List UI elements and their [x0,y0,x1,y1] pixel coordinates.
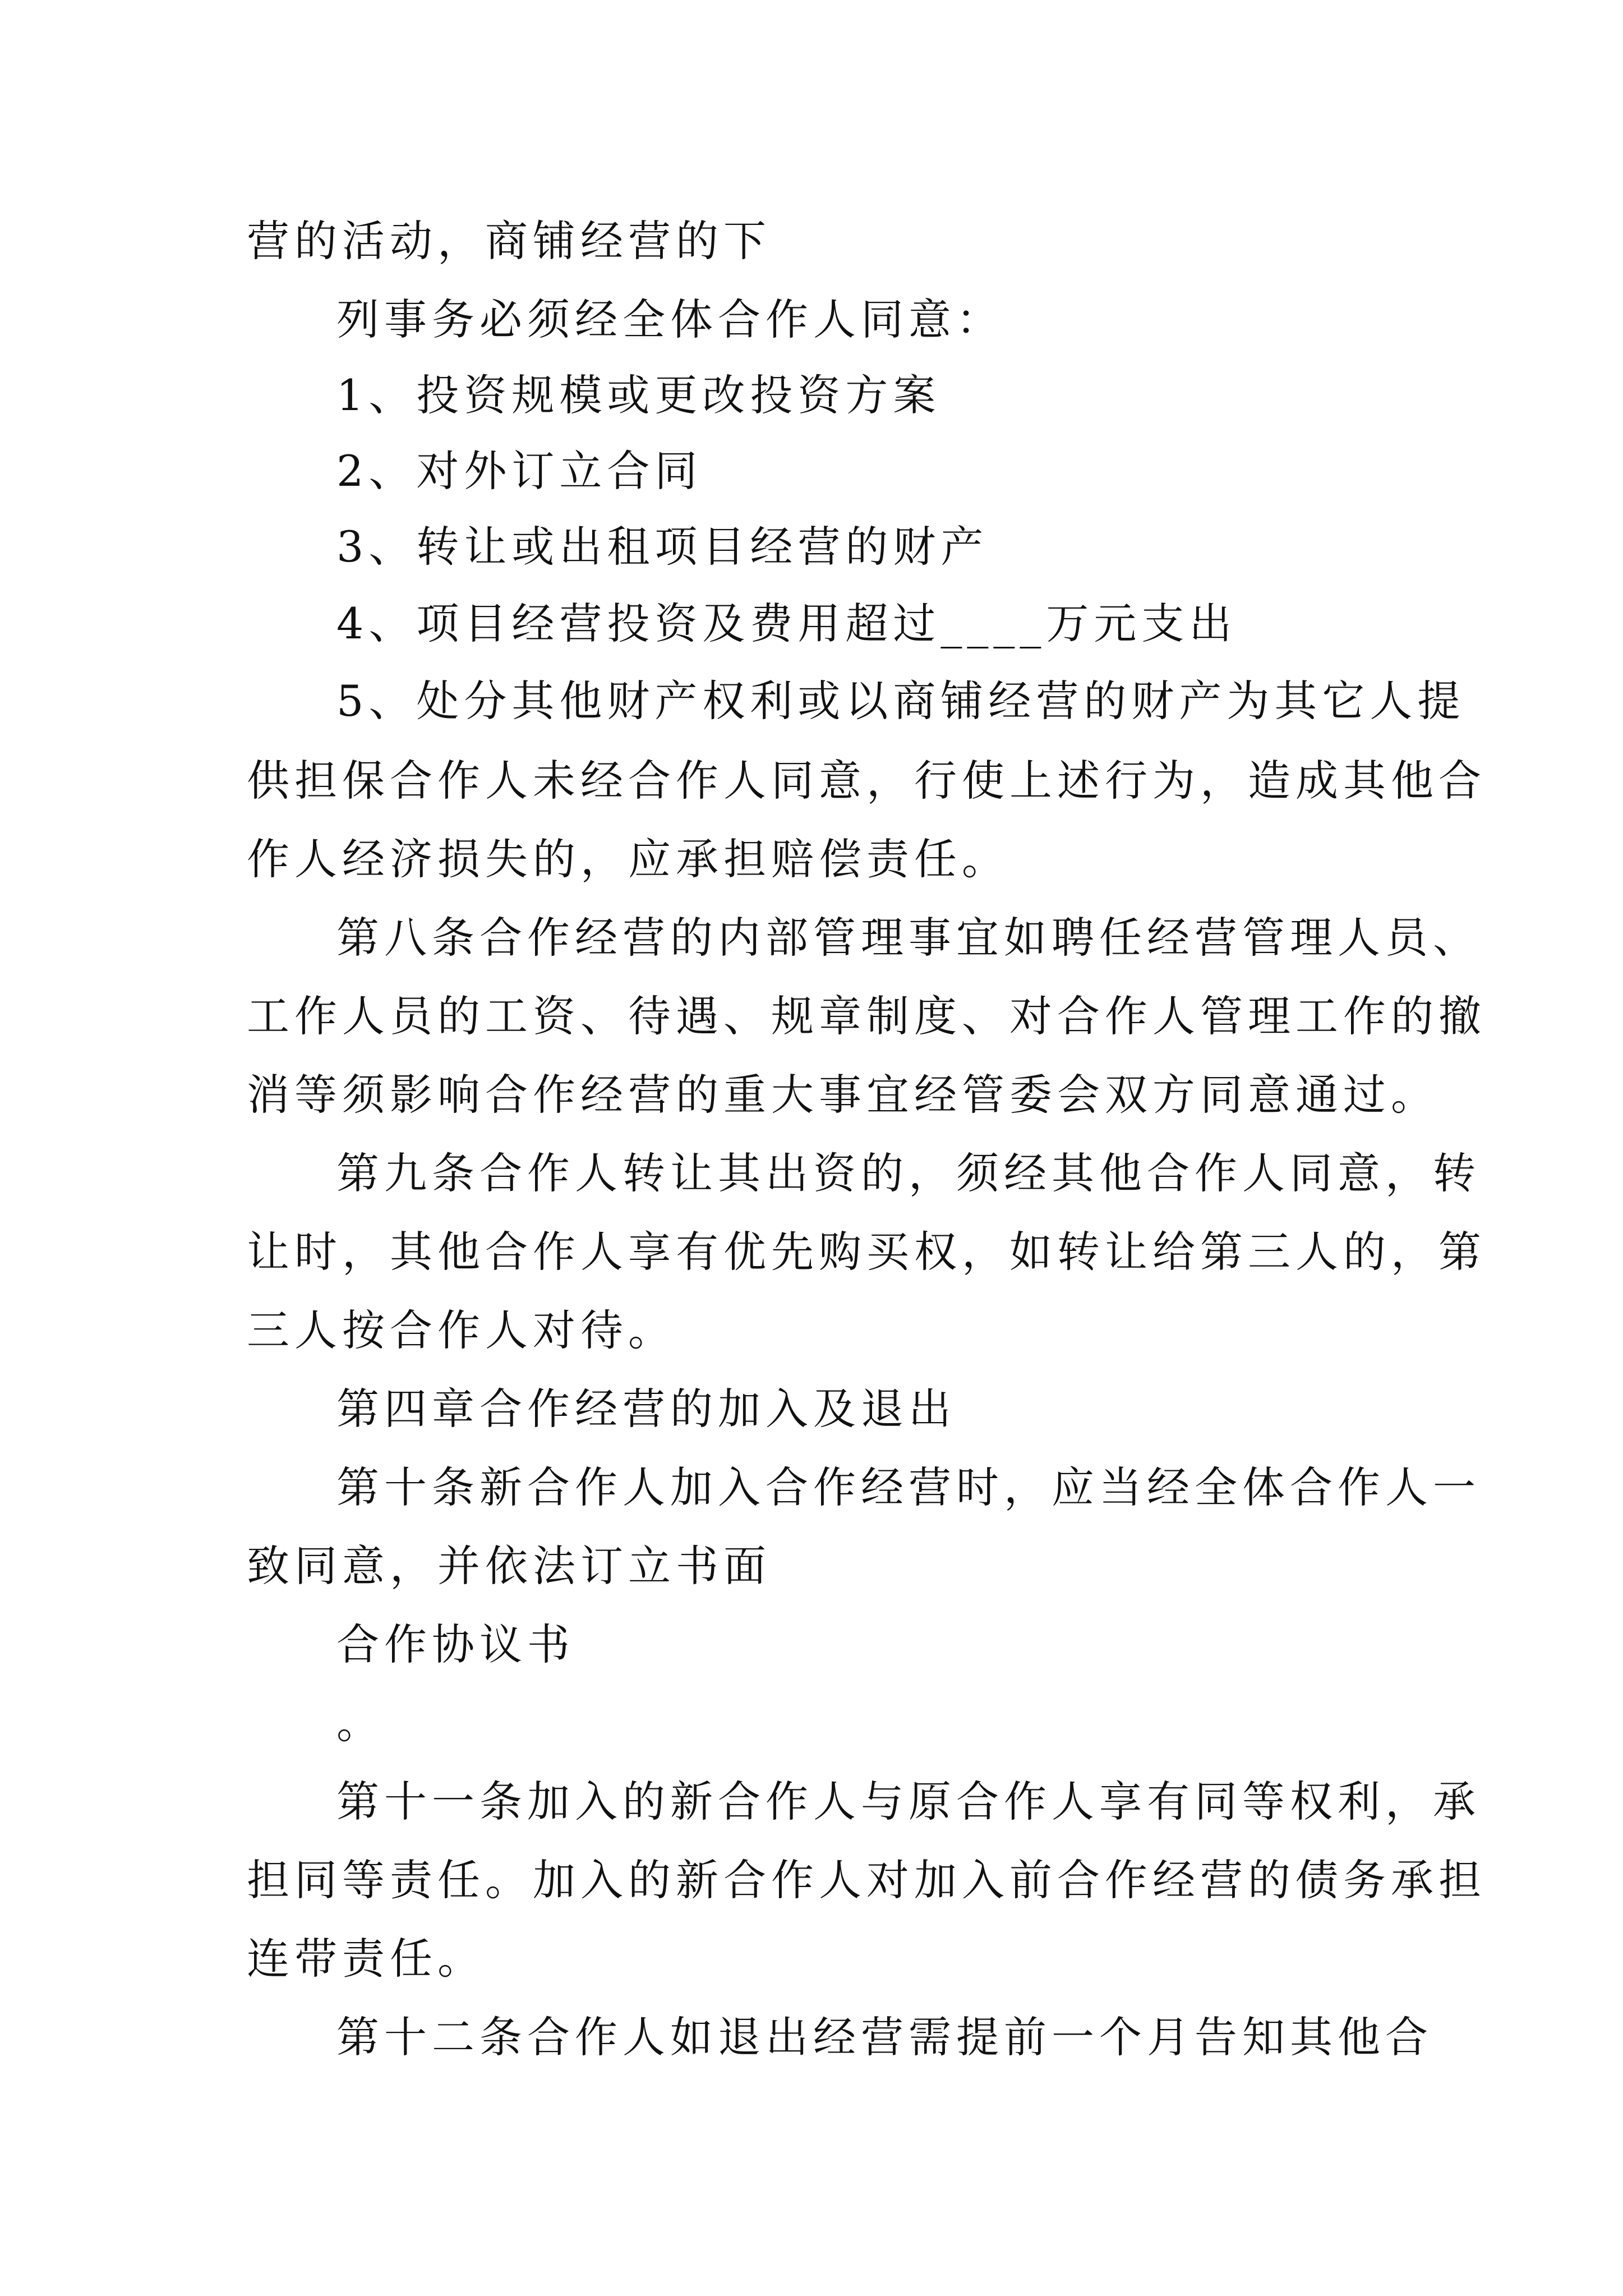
text-line: 列事务必须经全体合作人同意： [336,295,1004,344]
text-line: 第四章合作经营的加入及退出 [336,1384,956,1434]
text-line: 致同意，并依法订立书面 [247,1541,771,1591]
text-line: 工作人员的工资、待遇、规章制度、对合作人管理工作的撤 [247,991,1486,1041]
text-line: 营的活动，商铺经营的下 [247,216,771,266]
text-line: 第十二条合作人如退出经营需提前一个月告知其他合 [336,2012,1433,2062]
text-line: 连带责任。 [247,1934,485,1984]
text-line: 合作协议书 [336,1619,575,1669]
text-line: 担同等责任。加入的新合作人对加入前合作经营的债务承担 [247,1855,1486,1905]
text-line: 第十一条加入的新合作人与原合作人享有同等权利，承 [336,1777,1481,1826]
text-line: 4、项目经营投资及费用超过____万元支出 [336,599,1237,648]
text-line: 让时，其他合作人享有优先购买权，如转让给第三人的，第 [247,1227,1486,1277]
text-line: 3、转让或出租项目经营的财产 [336,522,989,572]
text-line: 第九条合作人转让其出资的，须经其他合作人同意，转 [336,1148,1481,1198]
text-line: 2、对外订立合同 [336,446,703,496]
text-line: 1、投资规模或更改投资方案 [336,370,941,420]
text-line: 供担保合作人未经合作人同意，行使上述行为，造成其他合 [247,756,1486,806]
text-line: 作人经济损失的，应承担赔偿责任。 [247,834,1009,884]
text-line: 第八条合作经营的内部管理事宜如聘任经营管理人员、 [336,913,1481,963]
text-line: 消等须影响合作经营的重大事宜经管委会双方同意通过。 [247,1070,1438,1120]
text-line: 三人按合作人对待。 [247,1305,676,1355]
text-line: 5、处分其他财产权利或以商铺经营的财产为其它人提 [336,676,1465,726]
text-line: 。 [336,1698,384,1748]
text-line: 第十条新合作人加入合作经营时，应当经全体合作人一 [336,1462,1481,1512]
